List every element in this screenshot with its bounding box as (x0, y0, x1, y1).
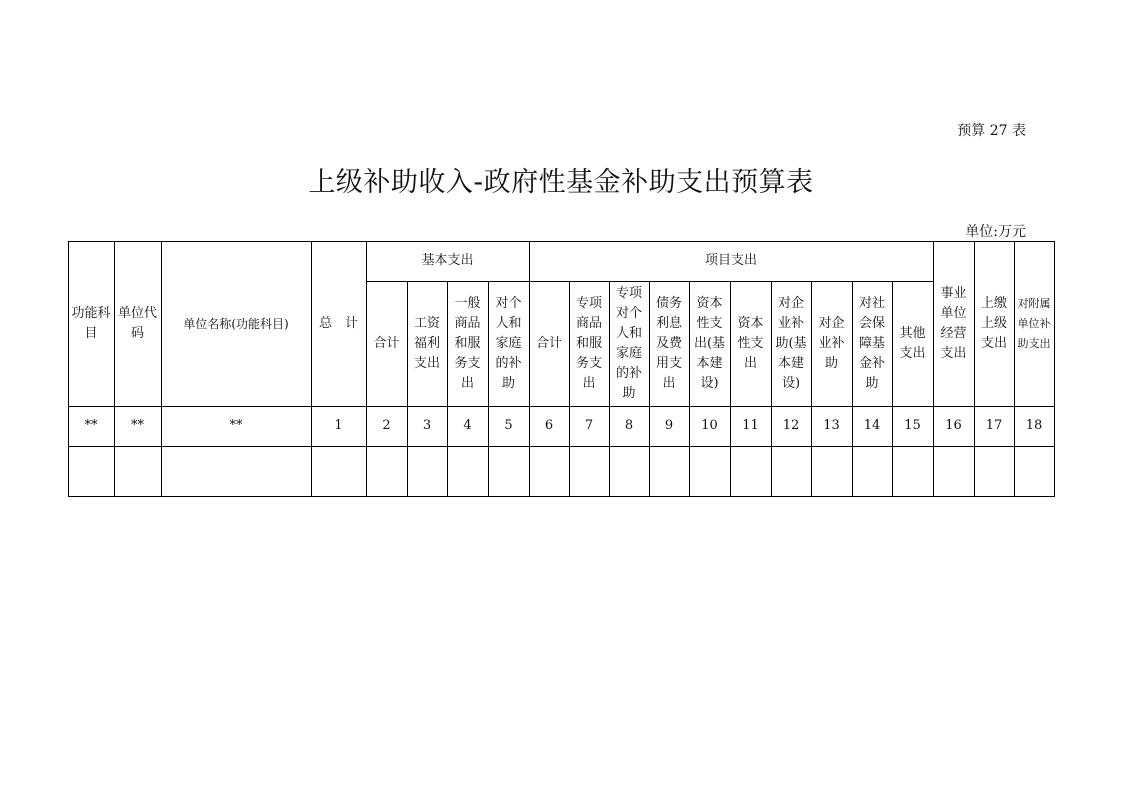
index-cell-text: 5 (504, 418, 513, 433)
header-business-operation (933, 241, 974, 406)
index-cell-text: 16 (945, 418, 962, 433)
header-basic-expenditure-text: 基本支出 (421, 253, 474, 268)
table-cell (933, 446, 974, 496)
table-cell (974, 446, 1014, 496)
header-total (311, 241, 366, 406)
index-cell (933, 406, 974, 446)
table-cell (811, 446, 852, 496)
index-cell-text: 11 (742, 418, 759, 433)
index-cell (852, 406, 892, 446)
header-project-col (730, 281, 771, 406)
index-cell-text: ** (229, 418, 243, 433)
index-cell (974, 406, 1014, 446)
header-basic-col-text: 一般商品和服务支出 (454, 295, 481, 391)
header-remit-higher-text: 上缴上级支出 (980, 295, 1007, 351)
header-project-col-text: 对企业补助 (818, 315, 845, 371)
header-project-col-text: 专项对个人和家庭的补助 (615, 285, 642, 401)
index-cell (730, 406, 771, 446)
table-cell (68, 446, 114, 496)
table-cell (161, 446, 311, 496)
index-cell (689, 406, 730, 446)
index-cell (1014, 406, 1054, 446)
index-cell-text: ** (84, 418, 98, 433)
header-project-col-text: 合计 (535, 335, 562, 351)
table-cell (447, 446, 488, 496)
index-cell-text: 18 (1025, 418, 1043, 433)
header-project-col (771, 281, 811, 406)
header-basic-col (366, 281, 407, 406)
table-cell (689, 446, 730, 496)
index-cell (529, 406, 569, 446)
header-function-subject-text: 功能科目 (71, 305, 111, 341)
table-cell (892, 446, 933, 496)
header-basic-col (447, 281, 488, 406)
header-unit-name (161, 241, 311, 406)
index-cell-text: 9 (664, 418, 674, 433)
index-cell (649, 406, 689, 446)
index-cell (892, 406, 933, 446)
index-cell-text: 8 (624, 418, 634, 433)
table-cell (730, 446, 771, 496)
table-cell (649, 446, 689, 496)
index-cell-text: 14 (863, 418, 881, 433)
header-function-subject (68, 241, 114, 406)
table-cell (609, 446, 649, 496)
index-cell (311, 406, 366, 446)
index-cell-text: 2 (382, 418, 391, 433)
table-cell (407, 446, 447, 496)
index-cell-text: ** (131, 418, 144, 433)
index-cell (114, 406, 161, 446)
index-cell (407, 406, 447, 446)
header-project-col (649, 281, 689, 406)
page-title: 上级补助收入-政府性基金补助支出预算表 (308, 167, 814, 198)
header-project-col (852, 281, 892, 406)
header-total-text: 总 计 (318, 315, 358, 331)
header-affiliated-subsidy-text: 对附属单位补助支出 (1017, 296, 1051, 350)
header-unit-code (114, 241, 161, 406)
table-cell (1014, 446, 1054, 496)
header-project-col-text: 对企业补助(基本建设) (775, 295, 807, 391)
header-project-col-text: 资本性支出(基本建设) (693, 295, 726, 391)
index-cell (447, 406, 488, 446)
table-cell (569, 446, 609, 496)
table-cell (771, 446, 811, 496)
table-cell (114, 446, 161, 496)
index-cell (161, 406, 311, 446)
header-basic-expenditure (366, 241, 529, 281)
header-basic-col-text: 对个人和家庭的补助 (495, 295, 522, 391)
index-cell-text: 13 (823, 418, 840, 433)
header-unit-code-text: 单位代码 (117, 305, 157, 341)
header-project-col (811, 281, 852, 406)
index-cell (771, 406, 811, 446)
index-cell-text: 4 (463, 418, 472, 433)
header-project-expenditure-text: 项目支出 (704, 253, 757, 268)
index-cell (811, 406, 852, 446)
header-basic-col (407, 281, 447, 406)
table-cell (852, 446, 892, 496)
index-cell (68, 406, 114, 446)
header-project-col-text: 对社会保障基金补助 (858, 295, 885, 391)
table-cell (311, 446, 366, 496)
header-project-col (689, 281, 730, 406)
index-cell-text: 3 (422, 418, 432, 433)
table-cell (529, 446, 569, 496)
header-project-col (569, 281, 609, 406)
table-rule (1054, 241, 1055, 497)
index-cell-text: 6 (544, 418, 554, 433)
header-remit-higher (974, 241, 1014, 406)
header-project-col-text: 资本性支出 (737, 315, 764, 371)
index-cell-text: 10 (701, 418, 718, 433)
index-cell-text: 12 (782, 418, 800, 433)
index-cell-text: 7 (584, 418, 594, 433)
header-project-expenditure (529, 241, 933, 281)
table-cell (366, 446, 407, 496)
table-number: 预算 27 表 (957, 123, 1026, 139)
header-project-col (529, 281, 569, 406)
index-cell (569, 406, 609, 446)
header-basic-col-text: 工资福利支出 (413, 315, 440, 371)
index-cell (609, 406, 649, 446)
header-unit-name-text: 单位名称(功能科目) (183, 316, 289, 331)
header-business-operation-text: 事业单位经营支出 (940, 285, 967, 361)
header-project-col (609, 281, 649, 406)
header-project-col-text: 债务利息及费用支出 (655, 295, 682, 391)
header-project-col-text: 其他支出 (899, 325, 926, 361)
index-cell-text: 15 (904, 418, 921, 433)
index-cell (488, 406, 529, 446)
header-project-col-text: 专项商品和服务支出 (575, 295, 602, 391)
index-cell (366, 406, 407, 446)
header-project-col (892, 281, 933, 406)
unit-label: 单位:万元 (965, 224, 1026, 240)
table-cell (488, 446, 529, 496)
index-cell-text: 1 (334, 418, 343, 433)
header-basic-col-text: 合计 (373, 335, 400, 351)
header-affiliated-subsidy (1014, 241, 1054, 406)
index-cell-text: 17 (985, 418, 1003, 433)
table-rule (68, 496, 1055, 497)
header-basic-col (488, 281, 529, 406)
